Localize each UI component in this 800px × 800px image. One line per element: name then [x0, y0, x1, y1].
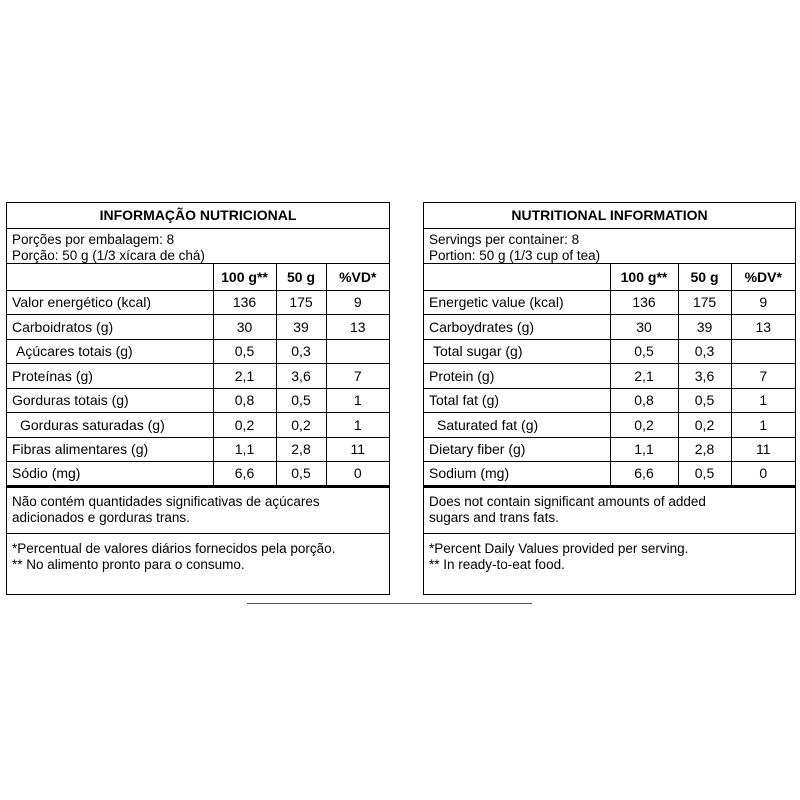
row-value-dv: 1 [731, 413, 795, 438]
table-header-row [424, 264, 795, 290]
row-label: Protein (g) [424, 364, 610, 389]
servings-per-container: Servings per container: 8 [429, 232, 580, 247]
table-row [424, 339, 795, 364]
table-row [424, 290, 795, 315]
row-value-100g: 0,8 [213, 388, 276, 413]
row-value-50g: 0,5 [678, 388, 731, 413]
row-value-dv: 1 [326, 413, 389, 438]
row-value-50g: 2,8 [276, 437, 326, 462]
table-row [424, 462, 795, 487]
nutrition-table [7, 264, 389, 488]
nutrition-panel-en [423, 202, 796, 595]
footnote-dv: *Percentual de valores diários fornecidos pela porção. [12, 540, 336, 556]
note-line: Não contém quantidades significativas de açúcares [12, 493, 320, 509]
row-value-50g: 0,3 [678, 339, 731, 364]
row-value-dv [731, 339, 795, 364]
row-label: Total sugar (g) [424, 339, 610, 364]
row-value-50g: 0,2 [276, 413, 326, 438]
row-value-100g: 1,1 [610, 437, 678, 462]
row-value-dv: 13 [326, 315, 389, 340]
nutrition-table [424, 264, 795, 488]
row-label: Fibras alimentares (g) [7, 437, 213, 462]
row-value-100g: 0,2 [610, 413, 678, 438]
row-label: Carboidratos (g) [7, 315, 213, 340]
header-100g: 100 g** [213, 264, 276, 290]
table-row [424, 388, 795, 413]
bottom-divider [247, 603, 532, 604]
row-value-100g: 30 [610, 315, 678, 340]
row-value-50g: 3,6 [276, 364, 326, 389]
row-value-100g: 0,5 [213, 339, 276, 364]
row-value-dv: 1 [731, 388, 795, 413]
portion-size: Portion: 50 g (1/3 cup of tea) [429, 247, 601, 263]
row-value-100g: 0,2 [213, 413, 276, 438]
row-value-dv: 13 [731, 315, 795, 340]
row-value-dv: 7 [326, 364, 389, 389]
row-value-100g: 30 [213, 315, 276, 340]
row-value-dv: 9 [731, 290, 795, 315]
table-header-row [7, 264, 389, 290]
row-value-100g: 136 [610, 290, 678, 315]
header-blank-cell [7, 264, 213, 290]
row-label: Gorduras saturadas (g) [7, 413, 213, 438]
footnotes [7, 534, 389, 573]
table-row [7, 339, 389, 364]
serving-info [7, 229, 389, 264]
table-row [7, 437, 389, 462]
nutrition-note [7, 488, 389, 534]
row-value-100g: 2,1 [610, 364, 678, 389]
row-label: Energetic value (kcal) [424, 290, 610, 315]
row-value-100g: 6,6 [213, 462, 276, 487]
panel-title: NUTRITIONAL INFORMATION [424, 203, 795, 229]
row-value-dv: 9 [326, 290, 389, 315]
row-label: Gorduras totais (g) [7, 388, 213, 413]
footnote-dv: *Percent Daily Values provided per serving. [429, 540, 689, 556]
row-value-50g: 39 [678, 315, 731, 340]
table-row [7, 413, 389, 438]
header-dv: %DV* [731, 264, 795, 290]
row-value-50g: 0,5 [276, 388, 326, 413]
row-value-dv [326, 339, 389, 364]
row-value-50g: 0,3 [276, 339, 326, 364]
nutrition-panel-pt [6, 202, 390, 595]
row-value-dv: 1 [326, 388, 389, 413]
row-value-50g: 3,6 [678, 364, 731, 389]
header-50g: 50 g [678, 264, 731, 290]
header-50g: 50 g [276, 264, 326, 290]
serving-info [424, 229, 795, 264]
row-value-100g: 2,1 [213, 364, 276, 389]
row-label: Sódio (mg) [7, 462, 213, 487]
row-value-dv: 11 [731, 437, 795, 462]
header-100g: 100 g** [610, 264, 678, 290]
note-line: sugars and trans fats. [429, 509, 559, 525]
row-value-dv: 7 [731, 364, 795, 389]
row-value-100g: 136 [213, 290, 276, 315]
row-label: Saturated fat (g) [424, 413, 610, 438]
panel-title: INFORMAÇÃO NUTRICIONAL [7, 203, 389, 229]
note-line: Does not contain significant amounts of added [429, 493, 706, 509]
row-value-dv: 11 [326, 437, 389, 462]
row-value-50g: 175 [276, 290, 326, 315]
row-value-50g: 39 [276, 315, 326, 340]
note-line: adicionados e gorduras trans. [12, 509, 190, 525]
table-row [7, 462, 389, 487]
row-value-50g: 0,5 [276, 462, 326, 487]
table-row [424, 315, 795, 340]
row-label: Total fat (g) [424, 388, 610, 413]
table-row [7, 388, 389, 413]
table-row [7, 315, 389, 340]
table-row [7, 364, 389, 389]
row-value-100g: 1,1 [213, 437, 276, 462]
servings-per-container: Porções por embalagem: 8 [12, 232, 175, 247]
row-label: Carboydrates (g) [424, 315, 610, 340]
footnote-ready-to-eat: ** In ready-to-eat food. [429, 556, 565, 572]
header-blank-cell [424, 264, 610, 290]
footnotes [424, 534, 795, 573]
table-row [424, 364, 795, 389]
table-row [424, 437, 795, 462]
row-label: Dietary fiber (g) [424, 437, 610, 462]
row-value-100g: 6,6 [610, 462, 678, 487]
row-value-50g: 175 [678, 290, 731, 315]
footnote-ready-to-eat: ** No alimento pronto para o consumo. [12, 556, 245, 572]
row-label: Valor energético (kcal) [7, 290, 213, 315]
table-row [424, 413, 795, 438]
row-value-50g: 2,8 [678, 437, 731, 462]
row-label: Proteínas (g) [7, 364, 213, 389]
row-label: Açúcares totais (g) [7, 339, 213, 364]
row-value-dv: 0 [326, 462, 389, 487]
row-label: Sodium (mg) [424, 462, 610, 487]
portion-size: Porção: 50 g (1/3 xícara de chá) [12, 247, 205, 263]
table-row [7, 290, 389, 315]
row-value-100g: 0,8 [610, 388, 678, 413]
row-value-100g: 0,5 [610, 339, 678, 364]
row-value-50g: 0,5 [678, 462, 731, 487]
header-dv: %VD* [326, 264, 389, 290]
row-value-dv: 0 [731, 462, 795, 487]
row-value-50g: 0,2 [678, 413, 731, 438]
nutrition-note [424, 488, 795, 534]
